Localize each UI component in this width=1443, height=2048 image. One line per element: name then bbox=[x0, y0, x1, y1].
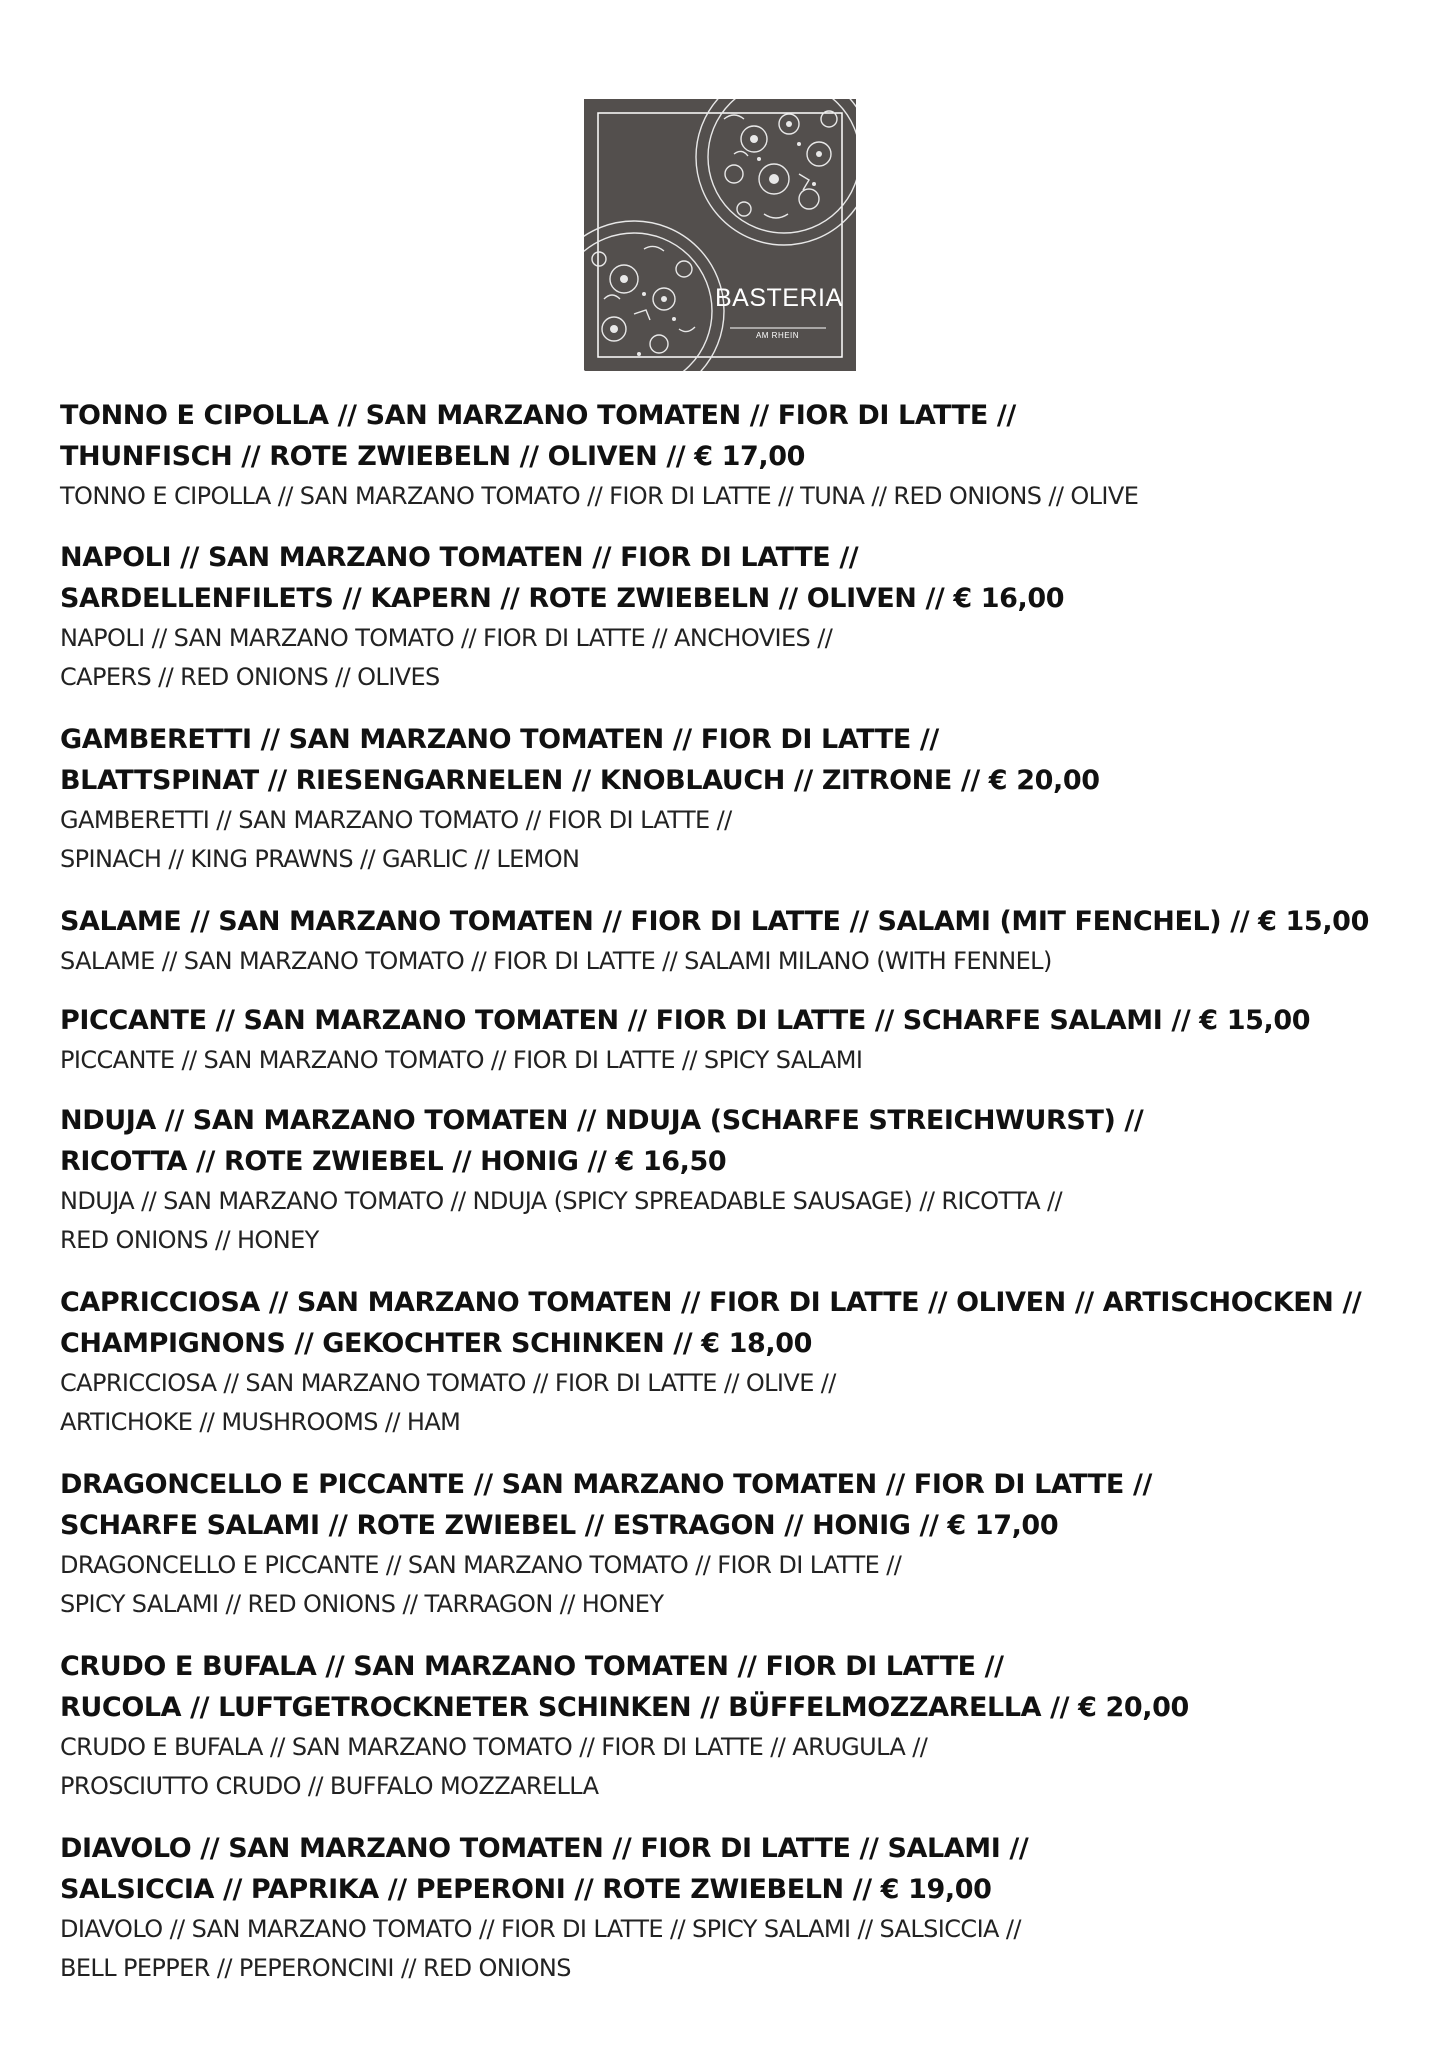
menu-item bbox=[60, 1464, 1400, 1624]
item-german-line: RICOTTA // ROTE ZWIEBEL // HONIG // € 16,50 bbox=[60, 1146, 727, 1177]
item-german-line: CRUDO E BUFALA // SAN MARZANO TOMATEN // FIOR DI LATTE // bbox=[60, 1651, 1004, 1682]
logo-subtitle: AM RHEIN bbox=[755, 331, 800, 340]
item-german-line: CAPRICCIOSA // SAN MARZANO TOMATEN // FIOR DI LATTE // OLIVEN // ARTISCHOCKEN // bbox=[60, 1287, 1362, 1318]
item-german-line: SALSICCIA // PAPRIKA // PEPERONI // ROTE ZWIEBELN // € 19,00 bbox=[60, 1874, 992, 1905]
item-german-line: NDUJA // SAN MARZANO TOMATEN // NDUJA (SCHARFE STREICHWURST) // bbox=[60, 1105, 1144, 1136]
item-german-line: PICCANTE // SAN MARZANO TOMATEN // FIOR DI LATTE // SCHARFE SALAMI // € 15,00 bbox=[60, 1005, 1311, 1036]
basteria-logo bbox=[584, 99, 856, 371]
item-english-line: SPINACH // KING PRAWNS // GARLIC // LEMON bbox=[60, 845, 580, 873]
menu-item bbox=[60, 719, 1400, 879]
item-english-line: DRAGONCELLO E PICCANTE // SAN MARZANO TOMATO // FIOR DI LATTE // bbox=[60, 1551, 902, 1579]
item-english-line: CRUDO E BUFALA // SAN MARZANO TOMATO // FIOR DI LATTE // ARUGULA // bbox=[60, 1733, 928, 1761]
item-english-line: RED ONIONS // HONEY bbox=[60, 1226, 319, 1254]
item-german-line: BLATTSPINAT // RIESENGARNELEN // KNOBLAUCH // ZITRONE // € 20,00 bbox=[60, 765, 1100, 796]
menu-item bbox=[60, 901, 1400, 981]
menu-item bbox=[60, 1828, 1400, 1988]
item-english-line: SPICY SALAMI // RED ONIONS // TARRAGON // HONEY bbox=[60, 1590, 664, 1618]
item-english-line: NDUJA // SAN MARZANO TOMATO // NDUJA (SPICY SPREADABLE SAUSAGE) // RICOTTA // bbox=[60, 1187, 1063, 1215]
item-english-line: NAPOLI // SAN MARZANO TOMATO // FIOR DI LATTE // ANCHOVIES // bbox=[60, 624, 833, 652]
item-german-line: RUCOLA // LUFTGETROCKNETER SCHINKEN // BÜFFELMOZZARELLA // € 20,00 bbox=[60, 1692, 1189, 1723]
logo-name: BASTERIA bbox=[715, 284, 843, 312]
item-english-line: CAPRICCIOSA // SAN MARZANO TOMATO // FIOR DI LATTE // OLIVE // bbox=[60, 1369, 836, 1397]
menu-item bbox=[60, 1646, 1400, 1806]
item-german-line: TONNO E CIPOLLA // SAN MARZANO TOMATEN // FIOR DI LATTE // bbox=[60, 400, 1016, 431]
item-english-line: BELL PEPPER // PEPERONCINI // RED ONIONS bbox=[60, 1954, 571, 1982]
menu-item bbox=[60, 395, 1400, 516]
item-german-line: CHAMPIGNONS // GEKOCHTER SCHINKEN // € 18,00 bbox=[60, 1328, 812, 1359]
item-english-line: PICCANTE // SAN MARZANO TOMATO // FIOR DI LATTE // SPICY SALAMI bbox=[60, 1046, 863, 1074]
menu-item bbox=[60, 537, 1400, 697]
item-german-line: THUNFISCH // ROTE ZWIEBELN // OLIVEN // € 17,00 bbox=[60, 441, 806, 472]
menu-item bbox=[60, 1100, 1400, 1260]
menu-item bbox=[60, 1282, 1400, 1442]
item-english-line: PROSCIUTTO CRUDO // BUFFALO MOZZARELLA bbox=[60, 1772, 599, 1800]
item-german-line: DRAGONCELLO E PICCANTE // SAN MARZANO TOMATEN // FIOR DI LATTE // bbox=[60, 1469, 1152, 1500]
menu-item bbox=[60, 1000, 1400, 1080]
item-german-line: NAPOLI // SAN MARZANO TOMATEN // FIOR DI LATTE // bbox=[60, 542, 859, 573]
item-english-line: SALAME // SAN MARZANO TOMATO // FIOR DI LATTE // SALAMI MILANO (WITH FENNEL) bbox=[60, 947, 1052, 975]
item-english-line: TONNO E CIPOLLA // SAN MARZANO TOMATO // FIOR DI LATTE // TUNA // RED ONIONS // OLIVE bbox=[60, 482, 1139, 510]
item-english-line: GAMBERETTI // SAN MARZANO TOMATO // FIOR DI LATTE // bbox=[60, 806, 732, 834]
item-german-line: SALAME // SAN MARZANO TOMATEN // FIOR DI LATTE // SALAMI (MIT FENCHEL) // € 15,00 bbox=[60, 906, 1369, 937]
item-english-line: DIAVOLO // SAN MARZANO TOMATO // FIOR DI LATTE // SPICY SALAMI // SALSICCIA // bbox=[60, 1915, 1021, 1943]
item-german-line: SARDELLENFILETS // KAPERN // ROTE ZWIEBELN // OLIVEN // € 16,00 bbox=[60, 583, 1065, 614]
item-german-line: SCHARFE SALAMI // ROTE ZWIEBEL // ESTRAGON // HONIG // € 17,00 bbox=[60, 1510, 1059, 1541]
item-english-line: CAPERS // RED ONIONS // OLIVES bbox=[60, 663, 440, 691]
item-german-line: DIAVOLO // SAN MARZANO TOMATEN // FIOR DI LATTE // SALAMI // bbox=[60, 1833, 1029, 1864]
item-english-line: ARTICHOKE // MUSHROOMS // HAM bbox=[60, 1408, 461, 1436]
item-german-line: GAMBERETTI // SAN MARZANO TOMATEN // FIOR DI LATTE // bbox=[60, 724, 939, 755]
pizza-illustration-icon bbox=[584, 99, 856, 371]
